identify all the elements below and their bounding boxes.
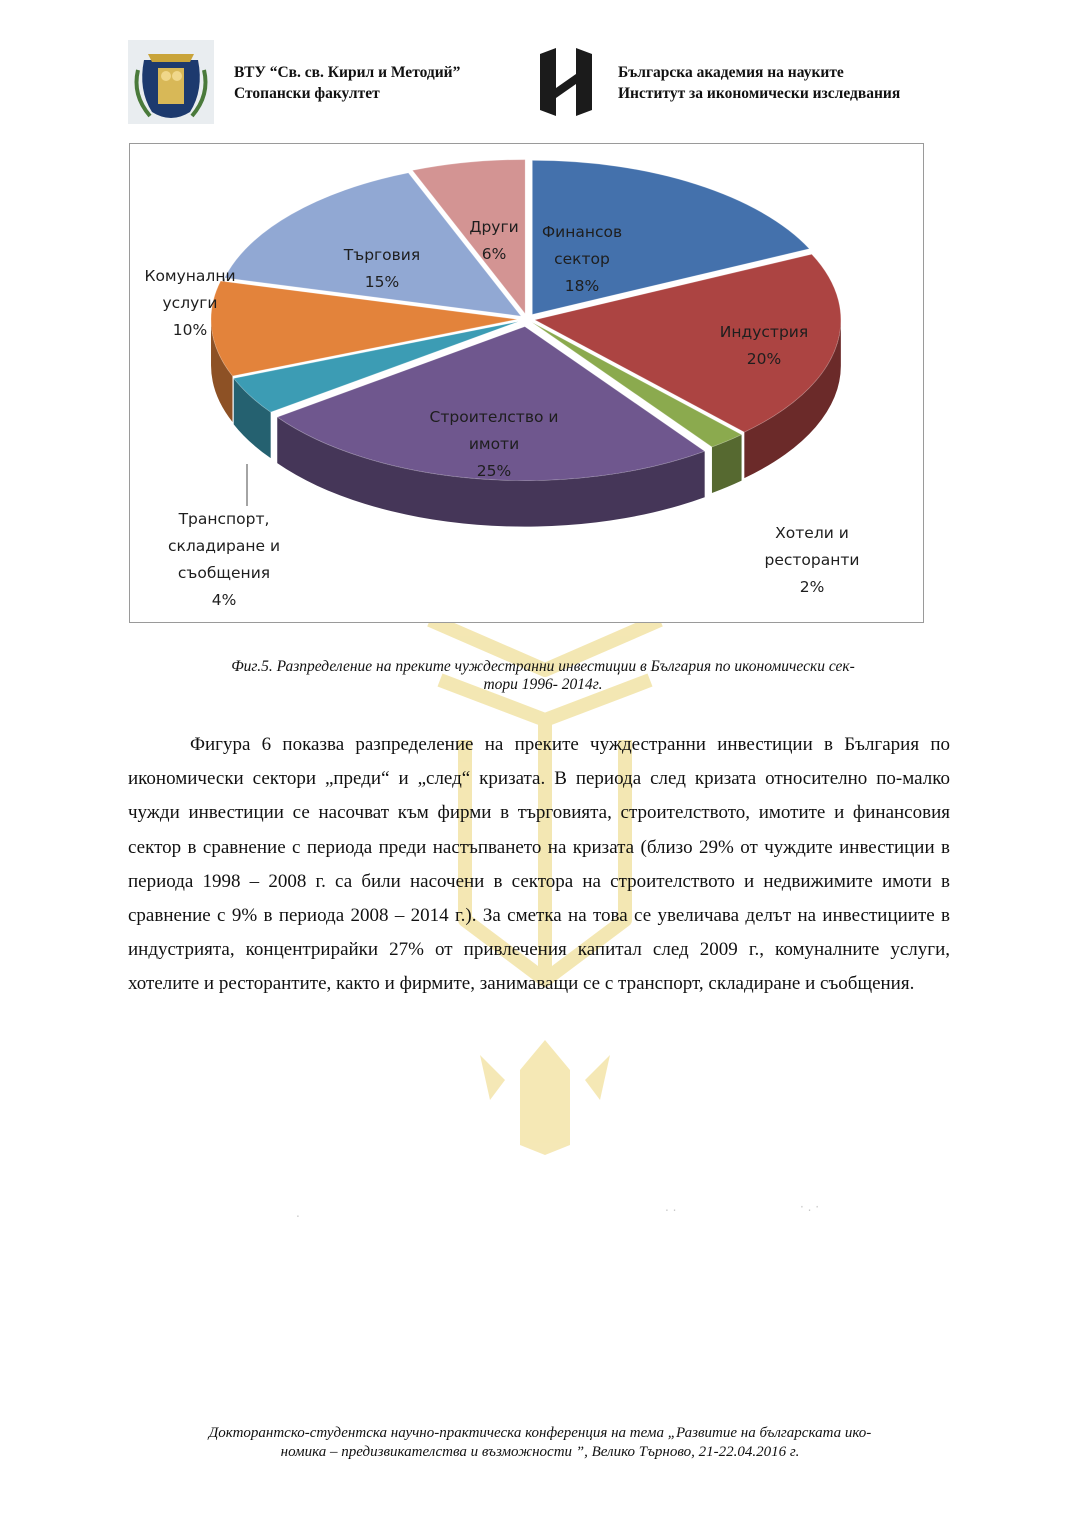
pie-label <box>168 510 280 609</box>
pie-label-text: Търговия <box>343 246 421 264</box>
pie-label-text: Други <box>469 218 519 236</box>
pie-label-text: Хотели и <box>775 524 849 542</box>
pie-label-percent: 4% <box>211 591 237 609</box>
pie-label-text: Финансов <box>541 223 623 241</box>
pie-label-text: Индустрия <box>719 323 809 341</box>
body-text <box>128 728 950 1002</box>
scan-speck: · . · <box>800 1200 820 1214</box>
scan-speck: . <box>296 1206 300 1220</box>
institute-name <box>618 62 900 104</box>
figure-caption <box>128 658 958 694</box>
pie-label-percent: 15% <box>364 273 400 291</box>
pie-label-percent: 18% <box>564 277 600 295</box>
pie-label-percent: 10% <box>172 321 208 339</box>
pie-label-percent: 25% <box>476 462 512 480</box>
pie-chart <box>129 143 924 623</box>
university-name <box>234 62 460 104</box>
body-paragraph: Фигура 6 показва разпределение на преките чуждестранни инвестиции в България по икономически сектори „преди“ и „след“ кризата. В периода след кризата относително по-малко чужди инвестиции се насочват към фирми в търговията, строителството, имотите и финансовия сектор в сравнение с периода преди настъпването на кризата (близо 29% от чуждите инвестиции в периода 1998 – 2008 г. са били насочени в сектора на строителството и недвижимите имоти в сравнение с 9% в периода 2008 – 2014 г.). За сметка на това се увеличава делът на инвестициите в индустрията, концентрирайки 27% от привлечения капитал след 2009 г., комуналните услуги, хотелите и ресторантите, както и фирмите, занимаващи се с транспорт, складиране и съобщения. <box>128 734 950 995</box>
pie-label-text: ресторанти <box>764 551 860 569</box>
pie-label-percent: 2% <box>799 578 825 596</box>
footer-line1: Докторантско-студентска научно-практическа конференция на тема „Развитие на българската ико- <box>208 1425 872 1441</box>
pie-label-text: Строителство и <box>429 408 559 426</box>
header-left-line2: Стопански факултет <box>234 85 380 102</box>
pie-label-text: съобщения <box>177 564 271 582</box>
pie-label-percent: 20% <box>746 350 782 368</box>
page-header <box>128 40 958 126</box>
caption-line1: Фиг.5. Разпределение на преките чуждестранни инвестиции в България по икономически сек- <box>231 658 855 675</box>
pie-label-text: Транспорт, <box>178 510 270 528</box>
pie-label-text: сектор <box>554 250 610 268</box>
header-left-line1: ВТУ “Св. св. Кирил и Методий” <box>234 64 461 81</box>
page-footer <box>120 1424 960 1462</box>
header-right-line2: Институт за икономически изследвания <box>618 85 901 102</box>
pie-label-text: Комунални <box>144 267 236 285</box>
university-seal-icon <box>128 40 214 124</box>
footer-line2: номика – предизвикателства и възможности ”, Велико Търново, 21-22.04.2016 г. <box>280 1444 800 1460</box>
scan-speck: . . <box>665 1200 677 1214</box>
pie-label-text: услуги <box>162 294 218 312</box>
pie-label <box>765 524 860 596</box>
pie-label-text: складиране и <box>167 537 281 555</box>
pie-chart-canvas <box>130 144 923 622</box>
institute-logo-icon <box>538 48 594 116</box>
pie-label-text: имоти <box>468 435 520 453</box>
header-right-line1: Българска академия на науките <box>618 64 844 81</box>
caption-line2: тори 1996- 2014г. <box>483 676 603 693</box>
pie-label-percent: 6% <box>481 245 507 263</box>
